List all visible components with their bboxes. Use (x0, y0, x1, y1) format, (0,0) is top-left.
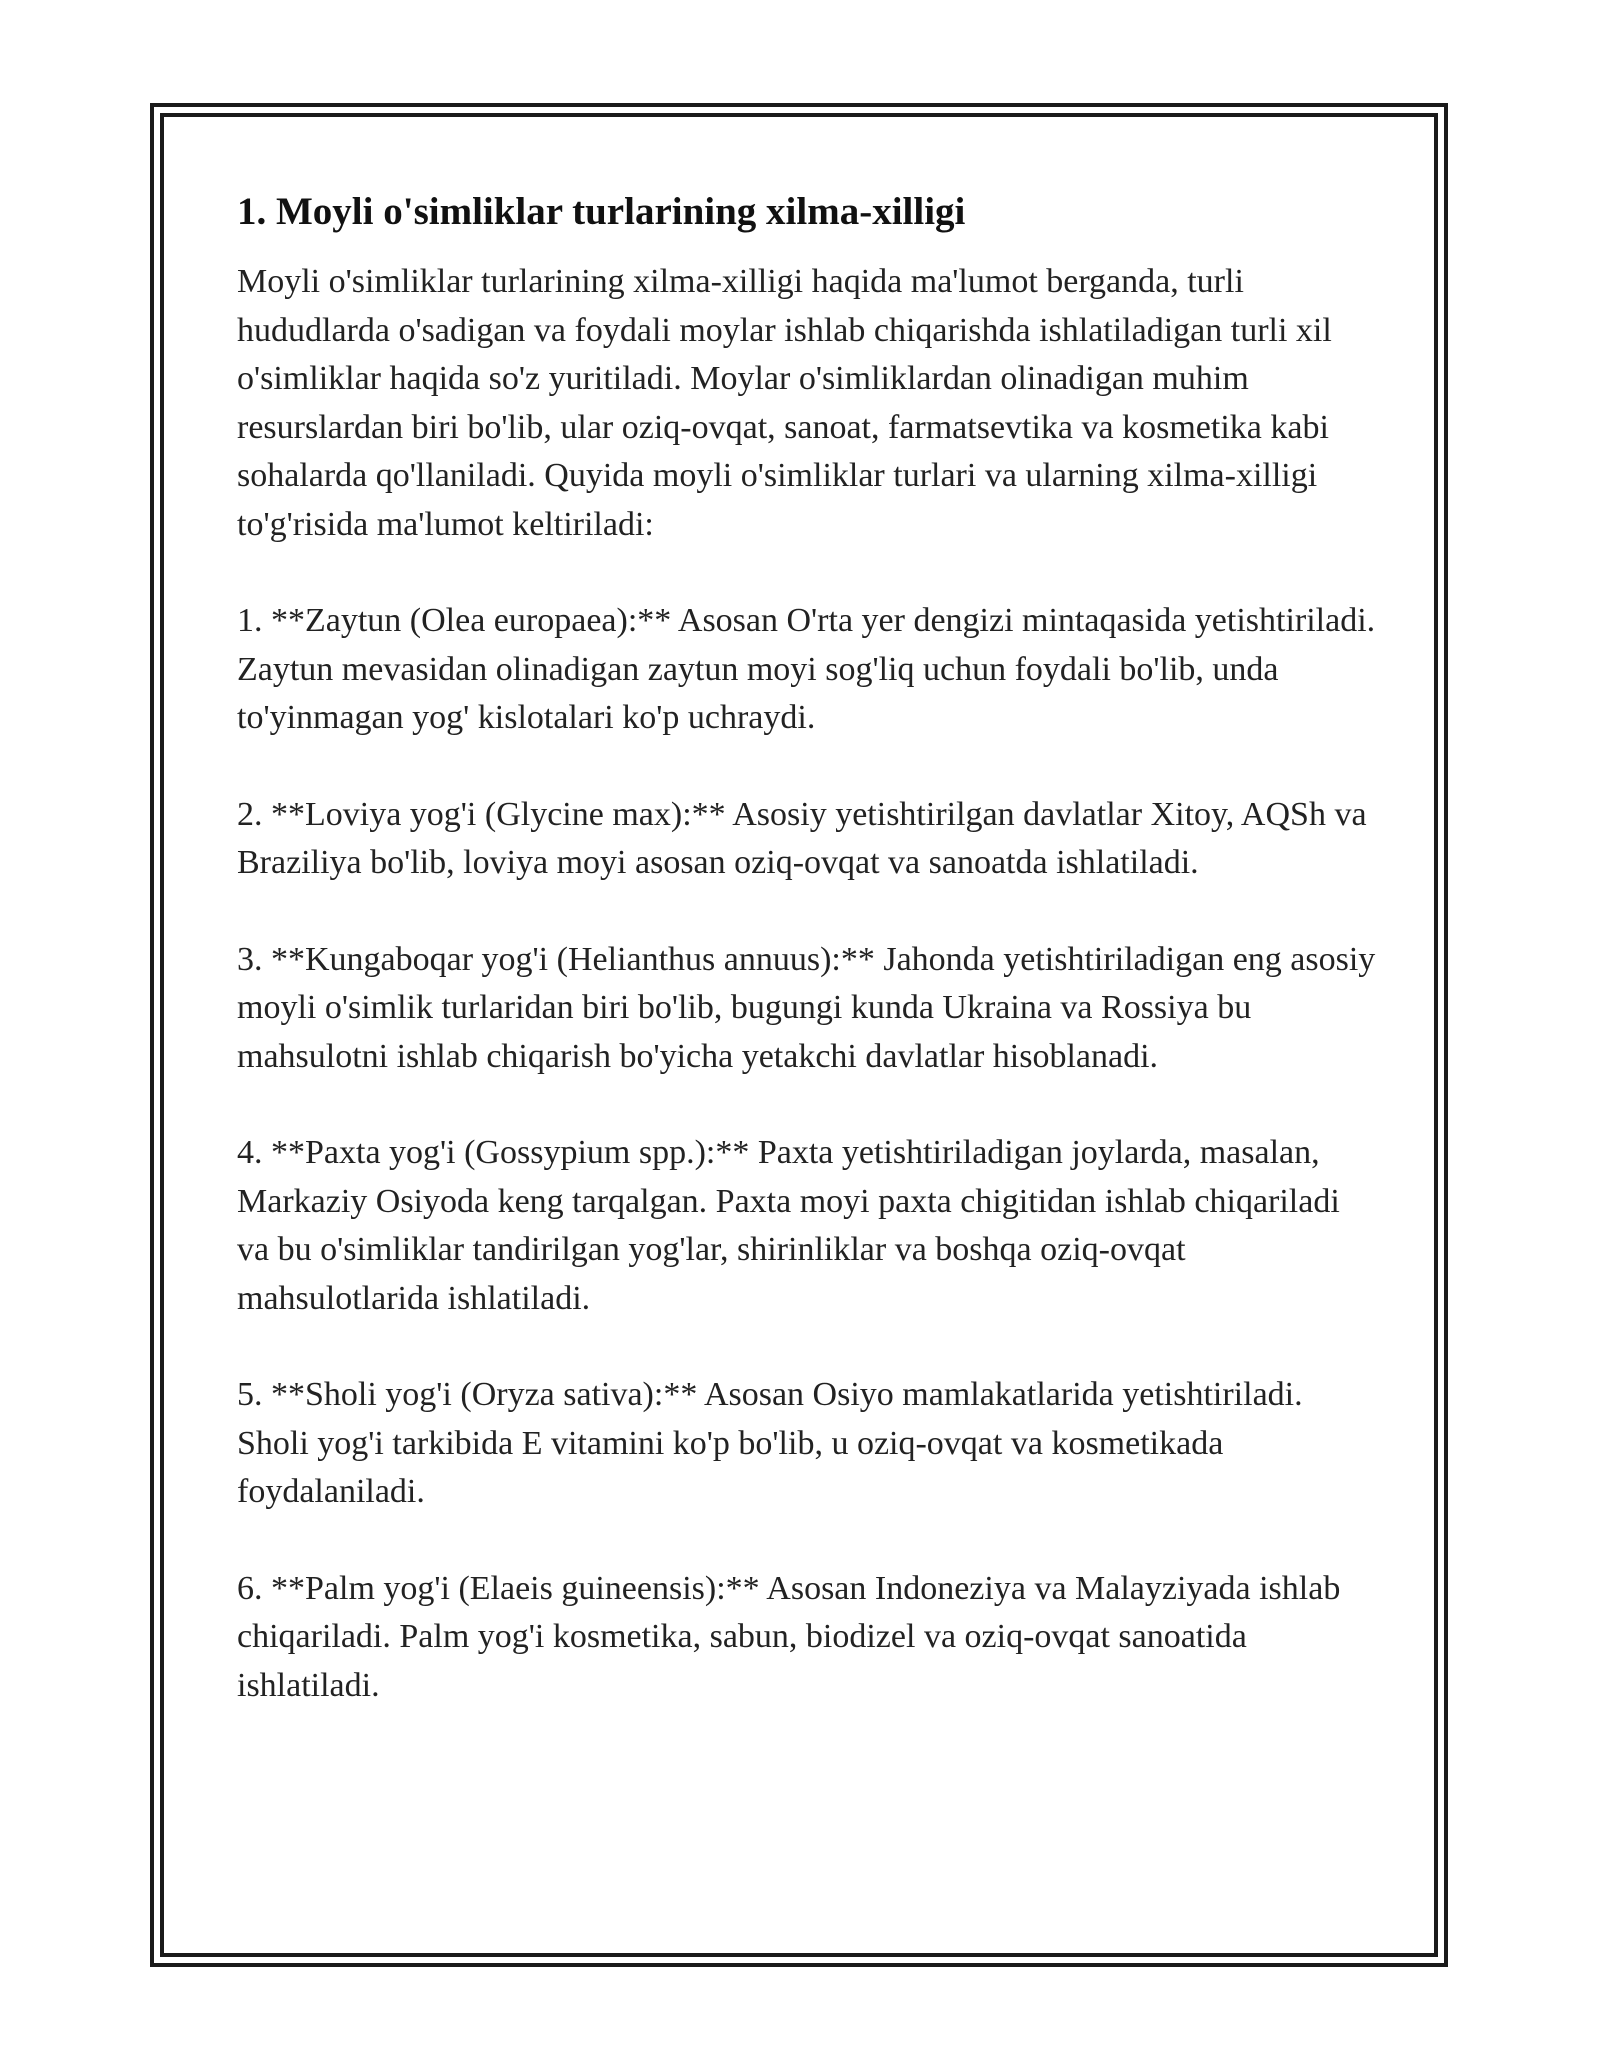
section-heading: 1. Moyli o'simliklar turlarining xilma-xilligi (237, 190, 966, 233)
list-item-sholi: 5. **Sholi yog'i (Oryza sativa):** Asosan Osiyo mamlakatlarida yetishtiriladi. Sholi yog'i tarkibida E vitamini ko'p bo'lib, u oziq-ovqat va kosmetikada foydalaniladi. (237, 1376, 1303, 1510)
document-body (237, 186, 1377, 1758)
list-item-loviya: 2. **Loviya yog'i (Glycine max):** Asosiy yetishtirilgan davlatlar Xitoy, AQSh va Braziliya bo'lib, loviya moyi asosan oziq-ovqat va sanoatda ishlatiladi. (237, 795, 1367, 881)
list-item-zaytun: 1. **Zaytun (Olea europaea):** Asosan O'rta yer dengizi mintaqasida yetishtiriladi. Zaytun mevasidan olinadigan zaytun moyi sog'liq uchun foydali bo'lib, unda to'yinmagan yog' kislotalari ko'p uchraydi. (237, 602, 1376, 736)
intro-paragraph: Moyli o'simliklar turlarining xilma-xilligi haqida ma'lumot berganda, turli hududlarda o'sadigan va foydali moylar ishlab chiqarishda ishlatiladigan turli xil o'simliklar haqida so'z yuritiladi. Moylar o'simliklardan olinadigan muhim resurslardan biri bo'lib, ular oziq-ovqat, sanoat, farmatsevtika va kosmetika kabi sohalarda qo'llaniladi. Quyida moyli o'simliklar turlari va ularning xilma-xilligi to'g'risida ma'lumot keltiriladi: (237, 263, 1332, 543)
list-item-palm: 6. **Palm yog'i (Elaeis guineensis):** Asosan Indoneziya va Malayziyada ishlab chiqariladi. Palm yog'i kosmetika, sabun, biodizel va oziq-ovqat sanoatida ishlatiladi. (237, 1569, 1341, 1704)
list-item-paxta: 4. **Paxta yog'i (Gossypium spp.):** Paxta yetishtiriladigan joylarda, masalan, Markaziy Osiyoda keng tarqalgan. Paxta moyi paxta chigitidan ishlab chiqariladi va bu o'simliklar tandirilgan yog'lar, shirinliklar va boshqa oziq-ovqat mahsulotlarida ishlatiladi. (237, 1134, 1340, 1317)
list-item-kungaboqar: 3. **Kungaboqar yog'i (Helianthus annuus):** Jahonda yetishtiriladigan eng asosiy moyli o'simlik turlaridan biri bo'lib, bugungi kunda Ukraina va Rossiya bu mahsulotni ishlab chiqarish bo'yicha yetakchi davlatlar hisoblanadi. (237, 940, 1376, 1075)
